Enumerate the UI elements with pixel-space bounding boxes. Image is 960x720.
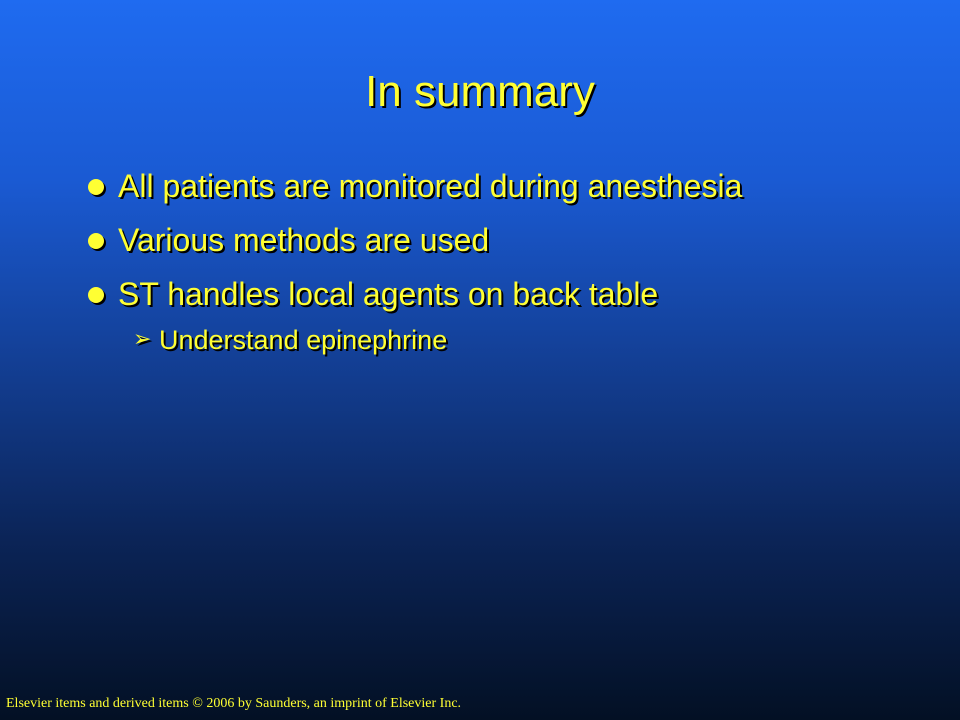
copyright-footer: Elsevier items and derived items © 2006 by Saunders, an imprint of Elsevier Inc. (6, 696, 462, 711)
bullet-text-1: All patients are monitored during anesthesia (118, 168, 743, 204)
round-bullet-icon (88, 233, 104, 249)
bullet-list (88, 164, 908, 326)
sub-bullet-text-1: Understand epinephrine (159, 325, 448, 355)
bullet-text-2: Various methods are used (118, 222, 490, 258)
bullet-item-3 (88, 272, 908, 326)
round-bullet-icon (88, 287, 104, 303)
arrow-bullet-icon: ➢ (133, 327, 152, 352)
sub-bullet-item-1 (133, 323, 447, 359)
bullet-text-3: ST handles local agents on back table (118, 276, 659, 312)
slide-title: In summary (365, 67, 595, 116)
bullet-item-2 (88, 218, 908, 272)
round-bullet-icon (88, 179, 104, 195)
bullet-item-1 (88, 164, 908, 218)
sub-bullet-list (133, 323, 447, 359)
